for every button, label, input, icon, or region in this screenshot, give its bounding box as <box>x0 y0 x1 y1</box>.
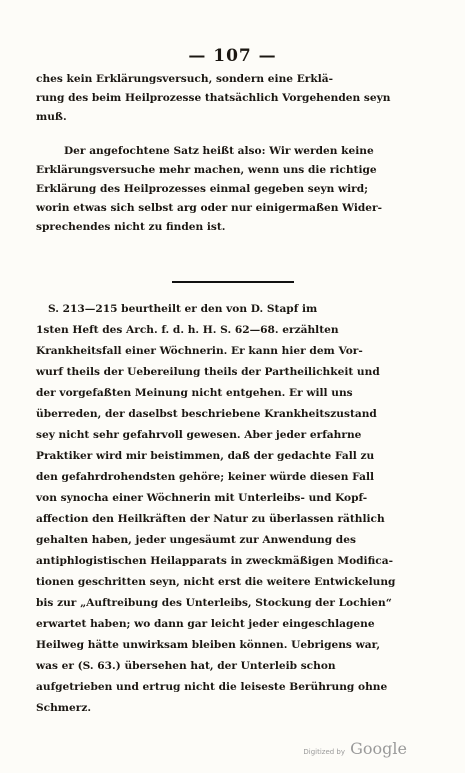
page-number: — 107 — <box>188 46 277 66</box>
text-line: Krankheitsfall einer Wöchnerin. Er kann hier dem Vor- <box>36 345 363 357</box>
text-line: wurf theils der Uebereilung theils der Partheilichkeit und <box>36 366 380 378</box>
text-line: Praktiker wird mir beistimmen, daß der gedachte Fall zu <box>36 450 375 462</box>
text-line: gehalten haben, jeder ungesäumt zur Anwendung des <box>36 534 356 546</box>
text-line: affection den Heilkräften der Natur zu überlassen räthlich <box>36 513 385 525</box>
watermark-brand: Google <box>350 739 407 758</box>
text-line: 1sten Heft des Arch. f. d. h. H. S. 62—68. erzählten <box>36 324 339 336</box>
text-line: Erklärungsversuche mehr machen, wenn uns die richtige <box>36 164 377 176</box>
text-line: sprechendes nicht zu finden ist. <box>36 221 226 233</box>
section-divider <box>172 281 294 283</box>
text-line: S. 213—215 beurtheilt er den von D. Stapf im <box>48 303 318 315</box>
text-line: Schmerz. <box>36 702 92 714</box>
text-line: was er (S. 63.) übersehen hat, der Unterleib schon <box>36 660 336 672</box>
text-line: Der angefochtene Satz heißt also: Wir werden keine <box>64 145 374 157</box>
text-line: erwartet haben; wo dann gar leicht jeder eingeschlagene <box>36 618 375 630</box>
text-line: antiphlogistischen Heilapparats in zweckmäßigen Modifica- <box>36 555 393 567</box>
text-line: Erklärung des Heilprozesses einmal gegeben seyn wird; <box>36 183 369 195</box>
text-line: aufgetrieben und ertrug nicht die leiseste Berührung ohne <box>36 681 388 693</box>
text-line: rung des beim Heilprozesse thatsächlich Vorgehenden seyn <box>36 92 391 104</box>
text-line: von synocha einer Wöchnerin mit Unterleibs- und Kopf- <box>36 492 368 504</box>
text-line: bis zur „Auftreibung des Unterleibs, Stockung der Lochien“ <box>36 597 392 609</box>
text-line: überreden, der daselbst beschriebene Krankheitszustand <box>36 408 377 420</box>
text-line: tionen geschritten seyn, nicht erst die weitere Entwickelung <box>36 576 396 588</box>
digitization-watermark <box>303 739 407 758</box>
watermark-prefix: Digitized by <box>303 748 346 756</box>
text-line: muß. <box>36 111 67 123</box>
text-line: worin etwas sich selbst arg oder nur einigermaßen Wider- <box>36 202 382 214</box>
text-line: der vorgefaßten Meinung nicht entgehen. Er will uns <box>36 387 353 399</box>
text-line: Heilweg hätte unwirksam bleiben können. Uebrigens war, <box>36 639 381 651</box>
text-line: ches kein Erklärungsversuch, sondern eine Erklä- <box>36 73 333 85</box>
text-line: den gefahrdrohendsten gehöre; keiner würde diesen Fall <box>36 471 374 483</box>
text-line: sey nicht sehr gefahrvoll gewesen. Aber jeder erfahrne <box>36 429 362 441</box>
